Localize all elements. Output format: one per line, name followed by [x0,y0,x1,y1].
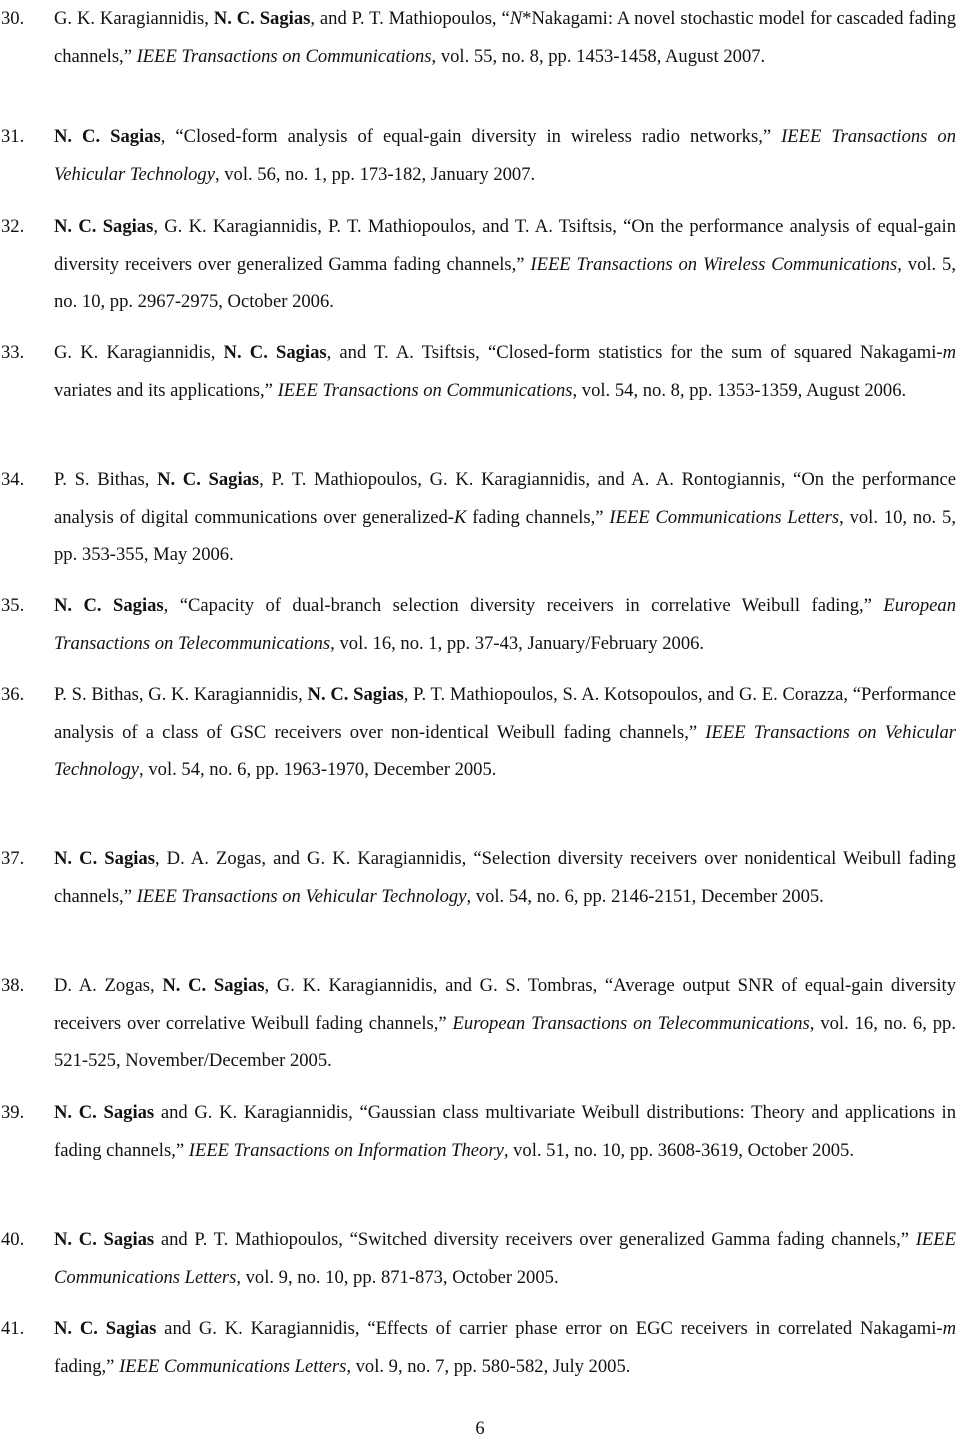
reference-segment: *Nakagami: A novel stochastic model for cascaded fading channels,” [54,8,957,67]
reference-segment: , vol. 51, no. 10, pp. 3608-3619, October 2005. [503,1139,854,1161]
reference-segment: G. K. Karagiannidis, [54,342,224,363]
reference-segment: , vol. 16, no. 1, pp. 37-43, January/February 2006. [330,632,705,654]
reference-segment: , G. K. Karagiannidis, and G. S. Tombras, “Average output SNR of equal-gain diversity receivers over correlative Weibull fading channels,” [54,975,956,1034]
reference-text [54,848,956,907]
reference-text [54,342,956,401]
journal-title: European Transactions on Telecommunications [452,1012,810,1034]
author-highlight: N. C. Sagias [223,342,327,363]
reference-number: 39. [1,1102,25,1123]
journal-title: IEEE Communications Letters [609,506,840,528]
reference-text [54,126,956,185]
reference-segment: fading channels,” [466,506,610,528]
journal-title: IEEE Transactions on Information Theory [188,1139,504,1161]
author-highlight: N. C. Sagias [54,1229,155,1250]
journal-title: K [453,506,467,528]
journal-title: IEEE Communications Letters [54,1229,956,1288]
reference-number: 32. [1,216,25,237]
reference-text [54,1318,956,1377]
reference-segment: , P. T. Mathiopoulos, S. A. Kotsopoulos, and G. E. Corazza, “Performance analysis of a class of GSC receivers over non-identical Weibull fading channels,” [54,684,957,743]
reference-segment: and P. T. Mathiopoulos, “Switched diversity receivers over generalized Gamma fading channels,” [154,1229,916,1250]
reference-segment: , vol. 9, no. 10, pp. 871-873, October 2005. [236,1266,559,1288]
reference-number: 40. [1,1229,25,1250]
author-highlight: N. C. Sagias [54,216,154,237]
reference-item [0,587,960,662]
author-highlight: N. C. Sagias [54,848,155,869]
reference-segment: , vol. 54, no. 6, pp. 1963-1970, December 2005. [139,759,497,780]
author-highlight: N. C. Sagias [157,469,260,490]
reference-segment: , and T. A. Tsiftsis, “Closed-form statistics for the sum of squared Nakagami- [326,342,943,363]
journal-title: N [509,8,523,29]
reference-item [0,208,960,321]
reference-segment: , vol. 56, no. 1, pp. 173-182, January 2007. [214,163,536,185]
reference-segment: D. A. Zogas, [54,975,163,996]
reference-number: 37. [1,848,25,869]
journal-title: IEEE Transactions on Wireless Communications [530,253,898,275]
reference-segment: , vol. 54, no. 8, pp. 1353-1359, August 2006. [572,379,907,401]
reference-text [54,469,956,565]
reference-segment: fading,” [54,1355,120,1377]
reference-segment: , G. K. Karagiannidis, P. T. Mathiopoulos, and T. A. Tsiftsis, “On the performance analysis of equal-gain diversity receivers over generalized Gamma fading channels,” [54,216,956,275]
reference-segment: and G. K. Karagiannidis, “Effects of carrier phase error on EGC receivers in correlated Nakagami- [156,1318,943,1339]
journal-title: IEEE Transactions on Communications [136,45,432,67]
reference-item [0,676,960,789]
reference-number: 31. [1,126,25,147]
reference-item [0,1094,960,1169]
journal-title: IEEE Transactions on Vehicular Technology [54,126,956,185]
journal-title: IEEE Transactions on Vehicular Technology [136,885,467,907]
reference-text [54,1229,956,1288]
reference-segment: P. S. Bithas, [54,469,158,490]
reference-segment: , vol. 5, no. 10, pp. 2967-2975, October 2006. [54,253,957,312]
reference-text [54,216,956,312]
reference-segment: , D. A. Zogas, and G. K. Karagiannidis, “Selection diversity receivers over nonidentical Weibull fading channels,” [54,848,956,907]
journal-title: m [942,342,956,363]
author-highlight: N. C. Sagias [54,1318,157,1339]
page-number: 6 [475,1418,485,1439]
reference-segment: , and P. T. Mathiopoulos, “ [310,8,510,29]
reference-number: 34. [1,469,25,490]
journal-title: European Transactions on Telecommunications [54,595,956,654]
reference-number: 41. [1,1318,25,1339]
reference-item [0,118,960,193]
author-highlight: N. C. Sagias [54,595,164,616]
reference-segment: , vol. 54, no. 6, pp. 2146-2151, December 2005. [466,885,824,907]
reference-segment: , vol. 10, no. 5, pp. 353-355, May 2006. [54,506,956,565]
journal-title: IEEE Transactions on Vehicular Technology [54,721,957,780]
reference-number: 38. [1,975,25,996]
reference-segment: , “Capacity of dual-branch selection diversity receivers in correlative Weibull fading,” [163,595,884,616]
reference-segment: , P. T. Mathiopoulos, G. K. Karagiannidis, and A. A. Rontogiannis, “On the performance analysis of digital communications over generalized- [54,469,957,528]
reference-number: 36. [1,684,25,705]
author-highlight: N. C. Sagias [54,1102,155,1123]
reference-segment: G. K. Karagiannidis, [54,8,214,29]
journal-title: IEEE Transactions on Communications [277,379,573,401]
reference-segment: , “Closed-form analysis of equal-gain diversity in wireless radio networks,” [160,126,782,147]
journal-title: m [942,1318,956,1339]
reference-segment: P. S. Bithas, G. K. Karagiannidis, [54,684,308,705]
author-highlight: N. C. Sagias [213,8,311,29]
reference-text [54,684,956,780]
reference-item [0,461,960,574]
reference-segment: , vol. 9, no. 7, pp. 580-582, July 2005. [346,1355,631,1377]
journal-title: IEEE Communications Letters [119,1355,347,1377]
reference-segment: , vol. 16, no. 6, pp. 521-525, November/December 2005. [54,1012,956,1071]
reference-number: 30. [1,8,25,29]
reference-item [0,840,960,915]
reference-item [0,967,960,1080]
reference-segment: , vol. 55, no. 8, pp. 1453-1458, August 2007. [431,45,766,67]
reference-text [54,595,956,654]
reference-number: 33. [1,342,25,363]
reference-item [0,1310,960,1385]
author-highlight: N. C. Sagias [162,975,265,996]
reference-number: 35. [1,595,25,616]
reference-text [54,8,956,67]
reference-item [0,334,960,409]
author-highlight: N. C. Sagias [307,684,404,705]
reference-text [54,1102,956,1161]
reference-segment: and G. K. Karagiannidis, “Gaussian class multivariate Weibull distributions: Theory and applications in fading channels,” [54,1102,956,1161]
reference-segment: variates and its applications,” [54,379,278,401]
reference-text [54,975,956,1071]
author-highlight: N. C. Sagias [54,126,161,147]
reference-item [0,1221,960,1296]
reference-item [0,0,960,75]
